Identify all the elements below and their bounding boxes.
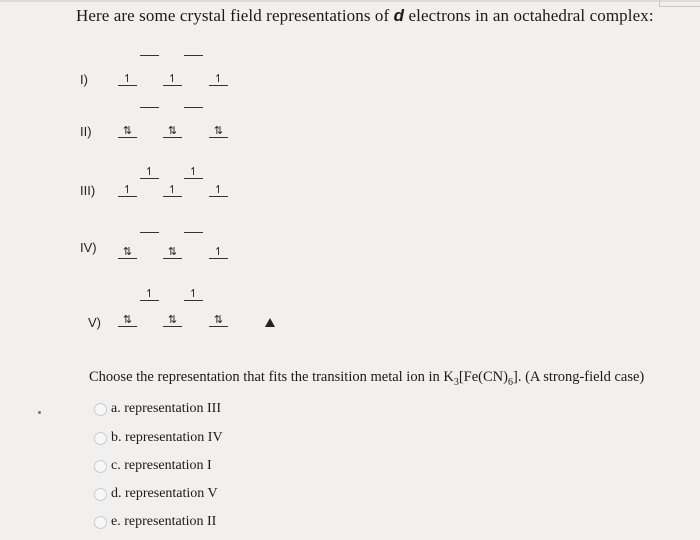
intro-variable: d — [393, 6, 405, 25]
paired-electron-arrows-icon: ⇅ — [122, 124, 133, 137]
representation-label: III) — [80, 183, 96, 198]
paired-electron-arrows-icon: ⇅ — [167, 313, 178, 326]
orbital-line — [118, 196, 137, 197]
orbital-line — [163, 137, 182, 138]
option-e[interactable] — [94, 514, 216, 530]
option-a[interactable] — [94, 401, 221, 417]
option-e-radio[interactable] — [94, 516, 107, 529]
orbital-line — [209, 85, 228, 86]
question-suffix: ]. (A strong-field case) — [512, 369, 645, 385]
option-d-radio[interactable] — [94, 488, 107, 501]
representation-label: II) — [80, 124, 92, 139]
paired-electron-arrows-icon: ⇅ — [213, 313, 224, 326]
orbital-line — [184, 232, 203, 233]
spin-up-arrow-icon: ↿ — [122, 72, 133, 85]
spin-up-arrow-icon: ↿ — [122, 183, 133, 196]
representation-label: I) — [80, 72, 88, 87]
spin-up-arrow-icon: ↿ — [167, 72, 178, 85]
orbital-line — [118, 258, 137, 259]
orbital-line — [163, 85, 182, 86]
question-sub-cn: 6 — [507, 376, 513, 388]
question-middle: [Fe(CN) — [458, 369, 508, 385]
orbital-line — [184, 107, 203, 108]
orbital-line — [163, 258, 182, 259]
paired-electron-arrows-icon: ⇅ — [167, 245, 178, 258]
stray-dot — [38, 411, 41, 414]
option-b-radio[interactable] — [94, 432, 107, 445]
spin-up-arrow-icon: ↿ — [167, 183, 178, 196]
spin-up-arrow-icon: ↿ — [144, 165, 155, 178]
orbital-line — [118, 326, 137, 327]
orbital-line — [140, 232, 159, 233]
option-c[interactable] — [94, 458, 212, 474]
orbital-line — [184, 178, 203, 179]
intro-prefix: Here are some crystal field representations of — [76, 6, 394, 25]
paired-electron-arrows-icon: ⇅ — [122, 313, 133, 326]
orbital-line — [140, 178, 159, 179]
orbital-line — [184, 55, 203, 56]
question-sub-k: 3 — [453, 376, 459, 388]
spin-up-arrow-icon: ↿ — [144, 287, 155, 300]
orbital-line — [163, 326, 182, 327]
orbital-line — [209, 196, 228, 197]
top-border — [0, 0, 700, 2]
orbital-line — [209, 326, 228, 327]
paired-electron-arrows-icon: ⇅ — [122, 245, 133, 258]
option-a-radio[interactable] — [94, 403, 107, 416]
orbital-line — [209, 258, 228, 259]
orbital-line — [140, 300, 159, 301]
orbital-line — [118, 137, 137, 138]
representation-label: V) — [88, 315, 101, 330]
spin-up-arrow-icon: ↿ — [188, 165, 199, 178]
option-e-label: e. representation II — [111, 514, 217, 529]
spin-up-arrow-icon: ↿ — [188, 287, 199, 300]
orbital-line — [184, 300, 203, 301]
orbital-line — [118, 85, 137, 86]
paired-electron-arrows-icon: ⇅ — [167, 124, 178, 137]
orbital-line — [209, 137, 228, 138]
option-d[interactable] — [94, 486, 218, 502]
spin-up-arrow-icon: ↿ — [213, 245, 224, 258]
paired-electron-arrows-icon: ⇅ — [213, 124, 224, 137]
option-c-radio[interactable] — [94, 460, 107, 473]
question-prefix: Choose the representation that fits the transition metal ion in K — [89, 369, 454, 385]
orbital-line — [140, 107, 159, 108]
representation-label: IV) — [80, 240, 97, 255]
spin-up-arrow-icon: ↿ — [213, 183, 224, 196]
orbital-line — [140, 55, 159, 56]
corner-mark — [659, 0, 700, 7]
intro-text — [76, 6, 654, 26]
option-d-label: d. representation V — [111, 486, 218, 501]
question-text — [89, 369, 644, 388]
option-a-label: a. representation III — [111, 401, 221, 416]
spin-up-arrow-icon: ↿ — [213, 72, 224, 85]
mouse-cursor-icon — [265, 318, 275, 327]
intro-suffix: electrons in an octahedral complex: — [404, 6, 654, 25]
orbital-line — [163, 196, 182, 197]
option-b[interactable] — [94, 430, 223, 446]
option-b-label: b. representation IV — [111, 430, 223, 445]
option-c-label: c. representation I — [111, 458, 212, 473]
